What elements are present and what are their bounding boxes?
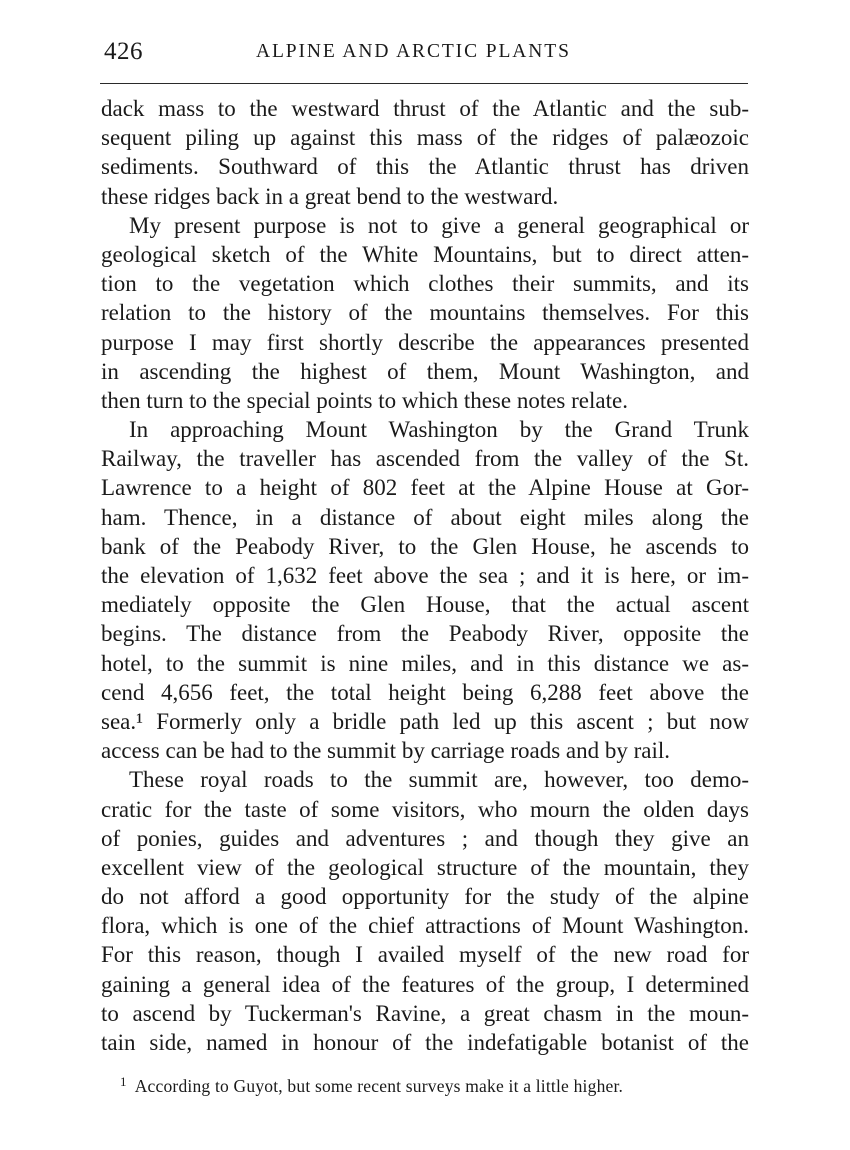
text-line: begins. The distance from the Peabody River, opposite the <box>101 621 749 647</box>
footnote-marker: 1 <box>120 1074 127 1089</box>
text-line: do not afford a good opportunity for the study of the alpine <box>101 884 749 910</box>
text-line: the elevation of 1,632 feet above the sea ; and it is here, or im- <box>101 563 749 588</box>
text-line: My present purpose is not to give a general geographical or <box>129 212 749 238</box>
footnote <box>120 1070 750 1098</box>
text-line: gaining a general idea of the features of the group, I determined <box>101 971 749 997</box>
text-line: Railway, the traveller has ascended from the valley of the St. <box>101 446 749 472</box>
text-line: For this reason, though I availed myself of the new road for <box>101 942 749 968</box>
text-line: sediments. Southward of this the Atlantic thrust has driven <box>101 154 749 180</box>
text-line: purpose I may first shortly describe the appearances presented <box>101 329 749 355</box>
text-line: tain side, named in honour of the indefatigable botanist of the <box>101 1030 749 1055</box>
text-line: mediately opposite the Glen House, that the actual ascent <box>101 592 749 618</box>
text-line: relation to the history of the mountains themselves. For this <box>101 300 749 326</box>
text-line: hotel, to the summit is nine miles, and in this distance we as- <box>101 650 749 676</box>
running-head <box>100 38 750 78</box>
text-line: of ponies, guides and adventures ; and though they give an <box>101 825 749 851</box>
text-line: dack mass to the westward thrust of the Atlantic and the sub- <box>101 96 749 121</box>
text-line: bank of the Peabody River, to the Glen House, he ascends to <box>101 533 749 559</box>
text-line: then turn to the special points to which these notes relate. <box>101 387 628 413</box>
text-line: These royal roads to the summit are, however, too demo- <box>129 767 749 793</box>
text-line: in ascending the highest of them, Mount Washington, and <box>101 358 749 384</box>
text-line: cratic for the taste of some visitors, who mourn the olden days <box>101 796 749 822</box>
text-line: to ascend by Tuckerman's Ravine, a great chasm in the moun- <box>101 1000 749 1026</box>
page-number: 426 <box>104 38 143 65</box>
text-line: tion to the vegetation which clothes their summits, and its <box>101 271 749 297</box>
body-text <box>101 94 749 1057</box>
text-line: Lawrence to a height of 802 feet at the Alpine House at Gor- <box>101 475 749 501</box>
text-line: In approaching Mount Washington by the Grand Trunk <box>129 417 749 443</box>
text-line: cend 4,656 feet, the total height being 6,288 feet above the <box>101 679 749 705</box>
text-line: flora, which is one of the chief attractions of Mount Washington. <box>101 913 749 939</box>
running-title: ALPINE AND ARCTIC PLANTS <box>256 41 571 62</box>
footnote-text: According to Guyot, but some recent surveys make it a little higher. <box>134 1076 624 1096</box>
text-line: excellent view of the geological structure of the mountain, they <box>101 854 749 880</box>
text-line: geological sketch of the White Mountains, but to direct atten- <box>101 241 749 267</box>
text-line: these ridges back in a great bend to the westward. <box>101 183 559 209</box>
header-rule <box>100 83 748 84</box>
text-line: ham. Thence, in a distance of about eight miles along the <box>101 504 749 530</box>
text-line: access can be had to the summit by carriage roads and by rail. <box>101 738 671 764</box>
text-line: sea.¹ Formerly only a bridle path led up this ascent ; but now <box>101 708 749 734</box>
text-line: sequent piling up against this mass of the ridges of palæozoic <box>101 125 749 151</box>
